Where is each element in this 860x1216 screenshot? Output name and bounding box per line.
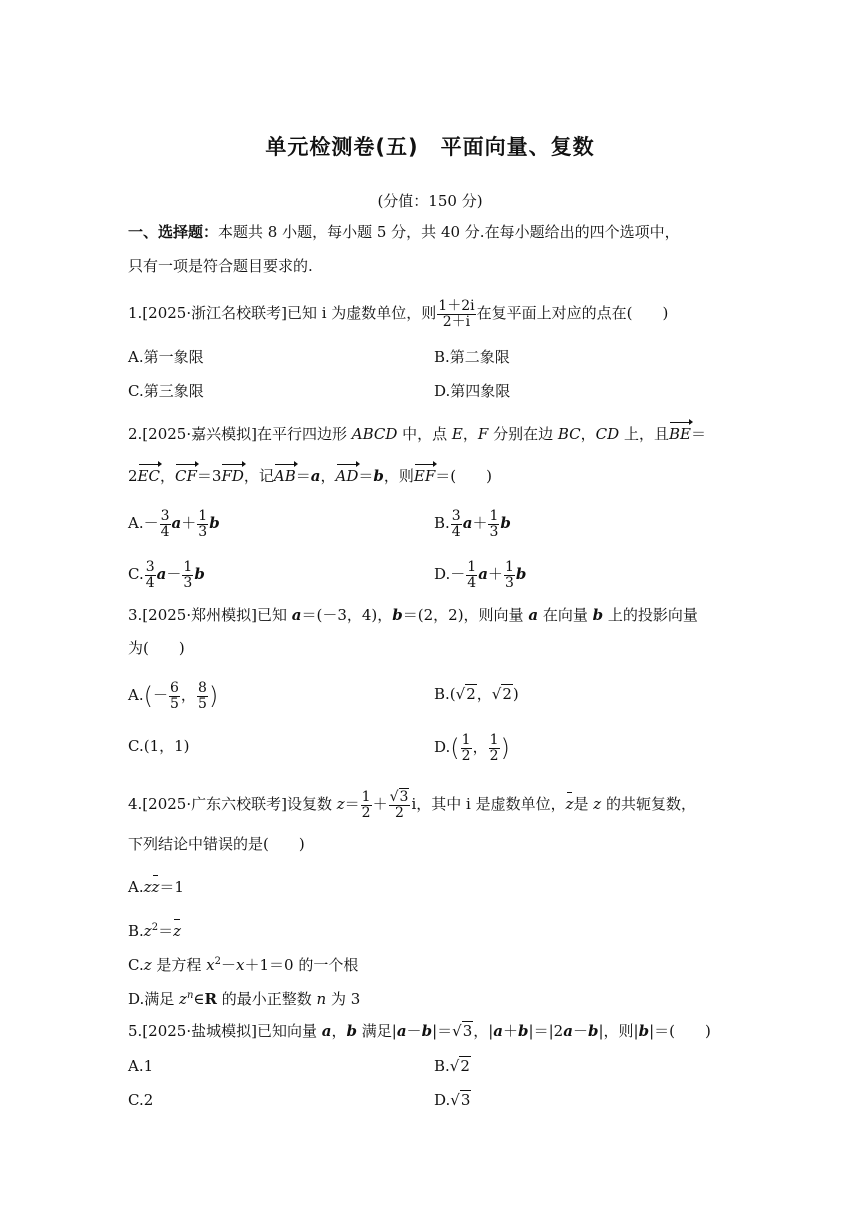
q3-option-b: B.(√2，√2): [434, 685, 519, 703]
q1-option-d: D.第四象限: [434, 382, 511, 400]
q2-option-d: D.－ $\frac{1}{4}$ a＋ $\frac{1}{3}$ b: [434, 559, 527, 591]
page-title: 单元检测卷(五) 平面向量、复数: [265, 135, 595, 159]
section-heading: 一、选择题：: [128, 223, 219, 241]
section-desc: 本题共 8 小题，每小题 5 分，共 40 分.在每小题给出的四个选项中，: [218, 223, 680, 241]
q2-option-a: A.－ $\frac{3}{4}$ a＋ $\frac{1}{3}$ b: [128, 508, 220, 540]
question-3-stem-line2: 为( ): [128, 639, 185, 657]
q4-option-b: $B.z^2=z$: [128, 922, 181, 940]
q2-option-c: C. $\frac{3}{4}$ a－ $\frac{1}{3}$ b: [128, 559, 205, 591]
q1-option-b: B.第二象限: [434, 348, 510, 366]
q5-option-b: B.√2: [434, 1057, 470, 1075]
q1-option-c: C.第三象限: [128, 382, 204, 400]
question-2-stem-line1: 2.[2025·嘉兴模拟]在平行四边形 ABCD 中，点 E，F 分别在边 BC，CD 上，且BE＝: [128, 425, 706, 443]
q2-option-b: B. $\frac{3}{4}$ a＋ $\frac{1}{3}$ b: [434, 508, 511, 540]
question-4-stem-line2: 下列结论中错误的是( ): [128, 835, 305, 853]
question-3-stem-line1: 3.[2025·郑州模拟]已知 a＝(－3，4)，b＝(2，2)，则向量 a 在向量 b 上的投影向量: [128, 606, 698, 624]
question-4-stem-line1: 4.[2025·广东六校联考]设复数 z＝ $\frac{1}{2}$ ＋ $\frac{√3}{2}$ i，其中 i 是虚数单位，z是 z 的共轭复数，: [128, 789, 696, 821]
q1-fraction: $\frac{1+2i}{2+i}$: [438, 298, 475, 330]
q4-option-a: A.zz＝1: [128, 878, 184, 896]
q4-option-c: C.z 是方程 $x^2-x+1=0$ 的一个根: [128, 956, 359, 974]
question-2-stem-line2: 2EC，CF＝3FD，记AB＝a，AD＝b，则EF＝( ): [128, 467, 492, 485]
question-5-stem: 5.[2025·盐城模拟]已知向量 a，b 满足|a－b|＝√3，|a＋b|＝|2a－b|，则|b|＝( ): [128, 1022, 711, 1040]
q1-option-a: A.第一象限: [128, 348, 204, 366]
q5-option-c: C.2: [128, 1091, 154, 1109]
q5-option-a: A.1: [128, 1057, 154, 1075]
q3-option-a: A.(－ $\frac{6}{5}$ ， $\frac{8}{5}$ ): [128, 680, 219, 712]
score-note: (分值：150 分): [377, 192, 483, 210]
question-1-stem: 1.[2025·浙江名校联考]已知 i 为虚数单位，则 $\frac{1+2i}{2+i}$ 在复平面上对应的点在( ): [128, 298, 669, 330]
section-intro-line1: [128, 222, 680, 242]
section-intro-line2: 只有一项是符合题目要求的.: [128, 257, 313, 275]
q3-option-d: D.( $\frac{1}{2}$ ， $\frac{1}{2}$ ): [434, 732, 510, 764]
q5-option-d: D.√3: [434, 1091, 471, 1109]
q3-option-c: C.(1，1): [128, 737, 190, 755]
q4-option-d: D.满足 $z^n\in R$ 的最小正整数 n 为 3: [128, 990, 361, 1008]
